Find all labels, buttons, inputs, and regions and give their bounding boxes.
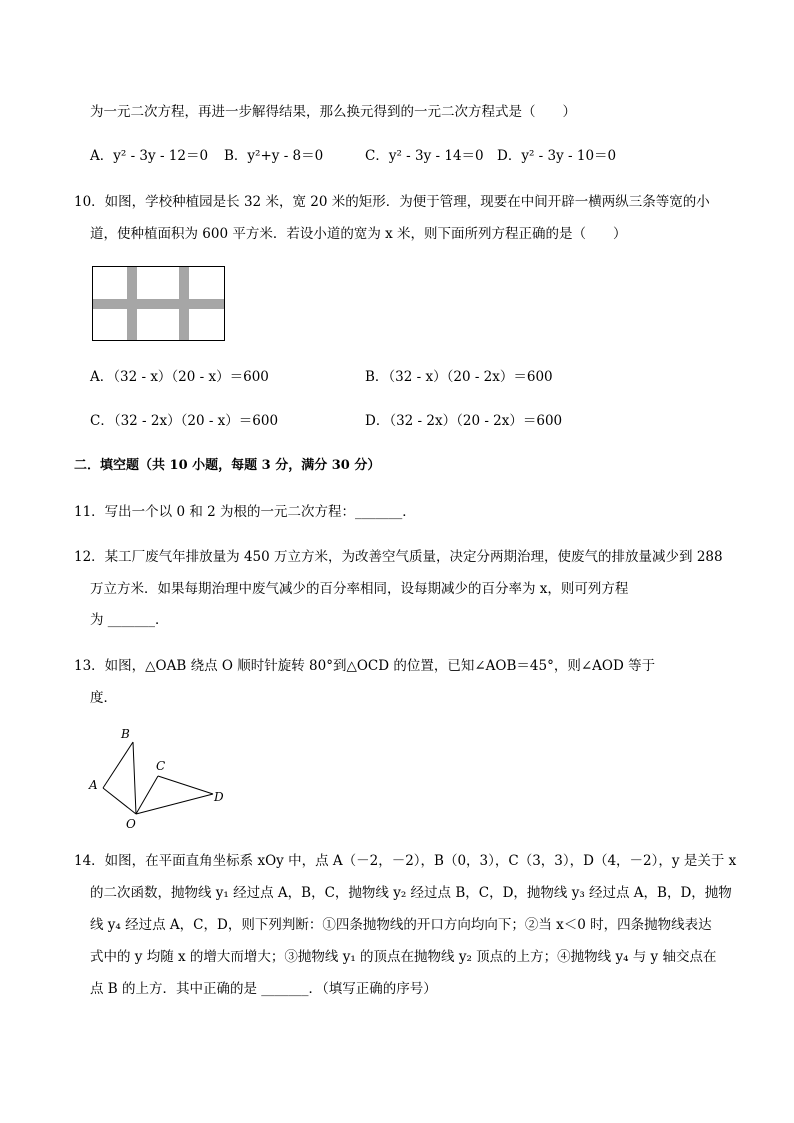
q9-option-d: D．y² - 3y - 10＝0 [497, 148, 617, 164]
q14-stem-line-1: 14．如图，在平面直角坐标系 xOy 中，点 A（－2，－2），B（0，3），C（3，3），D（4，－2），y 是关于 x [74, 853, 737, 869]
q12-stem-line-3: 为 _______． [90, 612, 169, 628]
q13-rotation-figure [86, 722, 236, 832]
label-a: A [89, 778, 98, 792]
path-vertical-right [179, 267, 189, 340]
q9-stem-line: 为一元二次方程，再进一步解得结果，那么换元得到的一元二次方程式是（ ） [90, 104, 576, 120]
q10-option-a: A．（32 - x）（20 - x）＝600 [90, 369, 269, 385]
q10-stem-line-2: 道，使种植面积为 600 平方米．若设小道的宽为 x 米，则下面所列方程正确的是（ ） [90, 226, 627, 242]
label-o: O [126, 817, 136, 831]
q11-stem: 11．写出一个以 0 和 2 为根的一元二次方程：_______． [74, 504, 416, 520]
section-heading: 二．填空题（共 10 小题，每题 3 分，满分 30 分） [74, 458, 381, 473]
q12-stem-line-2: 万立方米．如果每期治理中废气减少的百分率相同，设每期减少的百分率为 x，则可列方程 [90, 581, 629, 597]
q14-stem-line-3: 线 y₄ 经过点 A，C，D，则下列判断：①四条抛物线的开口方向均向下；②当 x＜0 时，四条抛物线表达 [90, 917, 712, 933]
q9-option-b: B．y²+y - 8＝0 [224, 148, 324, 164]
q9-option-a: A．y² - 3y - 12＝0 [90, 148, 209, 164]
q13-stem-line-1: 13．如图，△OAB 绕点 O 顺时针旋转 80°到△OCD 的位置，已知∠AOB＝45°，则∠AOD 等于 [74, 658, 656, 674]
label-b: B [121, 727, 130, 741]
q10-garden-figure [92, 266, 226, 342]
q14-stem-line-5: 点 B 的上方．其中正确的是 _______．（填写正确的序号） [90, 981, 437, 997]
path-horizontal [93, 299, 224, 309]
q10-option-d: D．（32 - 2x）（20 - 2x）＝600 [365, 413, 563, 429]
q10-stem-line-1: 10．如图，学校种植园是长 32 米，宽 20 米的矩形．为便于管理，现要在中间开辟一横两纵三条等宽的小 [74, 194, 710, 210]
q9-option-c: C．y² - 3y - 14＝0 [365, 148, 484, 164]
q13-stem-line-2: 度． [90, 690, 117, 706]
q14-stem-line-4: 式中的 y 均随 x 的增大而增大；③抛物线 y₁ 的顶点在抛物线 y₂ 顶点的上方；④抛物线 y₄ 与 y 轴交点在 [90, 949, 717, 965]
q10-option-c: C．（32 - 2x）（20 - x）＝600 [90, 413, 279, 429]
q14-stem-line-2: 的二次函数，抛物线 y₁ 经过点 A，B，C，抛物线 y₂ 经过点 B，C，D，抛物线 y₃ 经过点 A，B，D，抛物 [90, 885, 732, 901]
path-vertical-left [127, 267, 137, 340]
label-c: C [156, 759, 166, 773]
q12-stem-line-1: 12．某工厂废气年排放量为 450 万立方米，为改善空气质量，决定分两期治理，使废气的排放量减少到 288 [74, 549, 723, 565]
label-d: D [214, 790, 224, 804]
q10-option-b: B．（32 - x）（20 - 2x）＝600 [365, 369, 553, 385]
